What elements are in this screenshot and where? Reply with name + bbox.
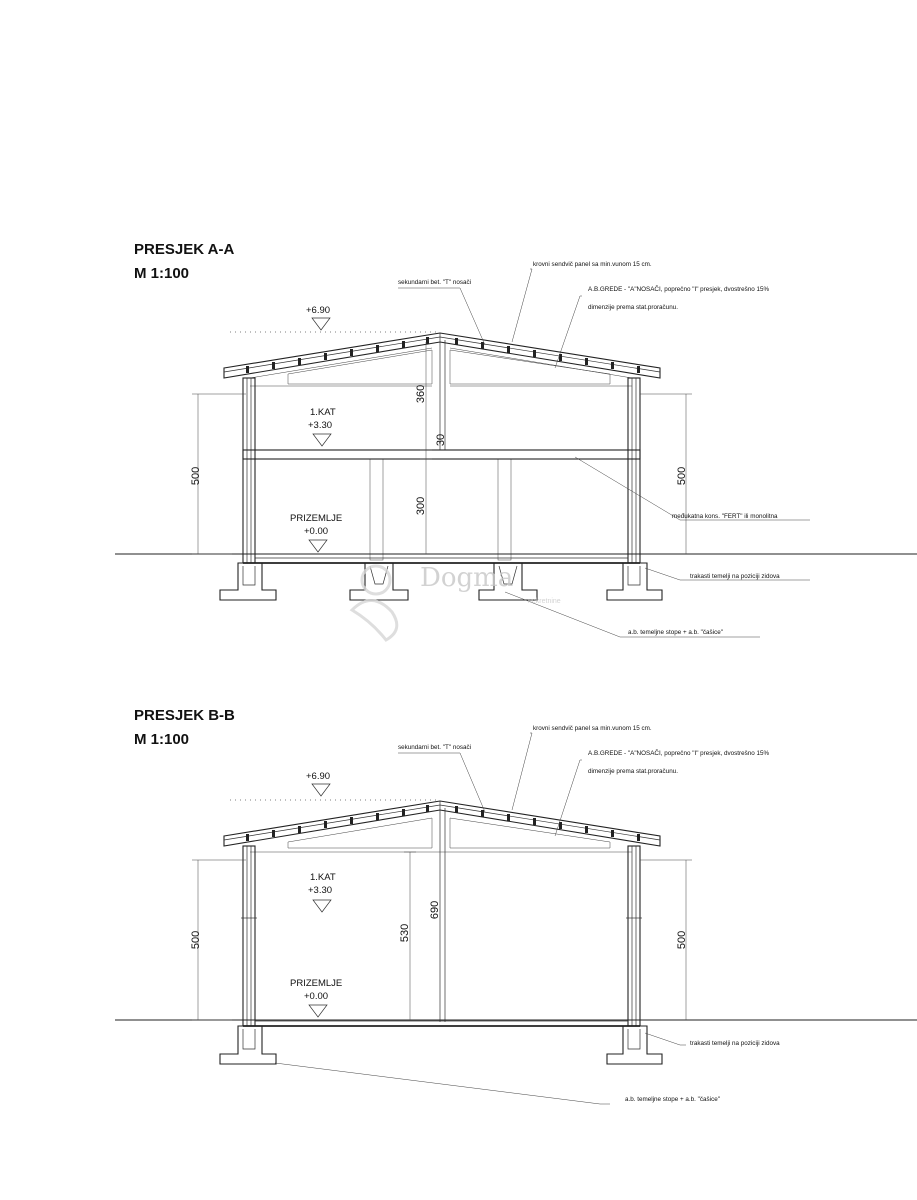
note-roof-panel: krovni sendvič panel sa min.vunom 15 cm. bbox=[533, 261, 652, 268]
dim-left: 500 bbox=[190, 466, 202, 486]
section-b-b bbox=[115, 707, 917, 1104]
section-title: PRESJEK A-A bbox=[134, 241, 235, 258]
dim-right: 500 bbox=[676, 466, 688, 486]
level-ground-name: PRIZEMLJE bbox=[290, 978, 343, 989]
note-t-beams: sekundarni bet. "T" nosači bbox=[398, 744, 472, 751]
dimension-lines bbox=[192, 342, 692, 554]
note-a-beams-dimensions: dimenzije prema stat.proračunu. bbox=[588, 304, 678, 311]
watermark-brand: Dogma bbox=[420, 563, 514, 593]
note-a-beams: A.B.GREDE - "A"NOSAČI, poprečno "I" presjek, dvostrešno 15% bbox=[588, 286, 770, 293]
level-marker-first bbox=[313, 900, 331, 912]
note-a-beams: A.B.GREDE - "A"NOSAČI, poprečno "I" presjek, dvostrešno 15% bbox=[588, 750, 770, 757]
watermark bbox=[352, 563, 561, 640]
dim-right: 500 bbox=[676, 930, 688, 950]
level-marker-top bbox=[312, 784, 330, 796]
note-a-beams-dimensions: dimenzije prema stat.proračunu. bbox=[588, 768, 678, 775]
section-scale: M 1:100 bbox=[134, 731, 190, 748]
dim-slab: 30 bbox=[435, 433, 447, 447]
level-first-label: +3.30 bbox=[308, 885, 333, 896]
section-scale: M 1:100 bbox=[134, 265, 190, 282]
section-title: PRESJEK B-B bbox=[134, 707, 235, 724]
dim-left: 500 bbox=[190, 930, 202, 950]
note-strip-footings: trakasti temelji na poziciji zidova bbox=[690, 1040, 780, 1047]
dimension-lines bbox=[192, 852, 692, 1020]
level-marker-top bbox=[312, 318, 330, 330]
watermark-subline: nekretnine bbox=[528, 598, 561, 605]
walls bbox=[241, 846, 642, 1026]
section-a-a bbox=[115, 241, 917, 640]
dim-inner-690: 690 bbox=[429, 900, 441, 920]
dim-inner-530: 530 bbox=[399, 923, 411, 943]
level-top-label: +6.90 bbox=[306, 771, 331, 782]
footings bbox=[220, 1026, 662, 1064]
level-first-name: 1.KAT bbox=[310, 872, 336, 883]
roof bbox=[224, 333, 660, 450]
note-roof-panel: krovni sendvič panel sa min.vunom 15 cm. bbox=[533, 725, 652, 732]
level-first-label: +3.30 bbox=[308, 420, 333, 431]
note-strip-footings: trakasti temelji na poziciji zidova bbox=[690, 573, 780, 580]
level-marker-ground bbox=[309, 1005, 327, 1017]
dim-lower: 300 bbox=[415, 496, 427, 516]
note-pad-footings: a.b. temeljne stope + a.b. "čašice" bbox=[628, 629, 723, 636]
level-ground-label: +0.00 bbox=[304, 991, 329, 1002]
level-ground-label: +0.00 bbox=[304, 526, 329, 537]
level-ground-name: PRIZEMLJE bbox=[290, 513, 343, 524]
walls bbox=[243, 378, 640, 563]
first-floor-slab bbox=[243, 450, 640, 459]
dim-upper: 360 bbox=[415, 384, 427, 404]
level-marker-first bbox=[313, 434, 331, 446]
leader-lines bbox=[275, 733, 686, 1104]
level-first-name: 1.KAT bbox=[310, 407, 336, 418]
note-floor: međukatna kons. "FERT" ili monolitna bbox=[672, 513, 778, 520]
level-top-label: +6.90 bbox=[306, 305, 331, 316]
level-marker-ground bbox=[309, 540, 327, 552]
note-t-beams: sekundarni bet. "T" nosači bbox=[398, 279, 472, 286]
note-pad-footings: a.b. temeljne stope + a.b. "čašice" bbox=[625, 1096, 720, 1103]
